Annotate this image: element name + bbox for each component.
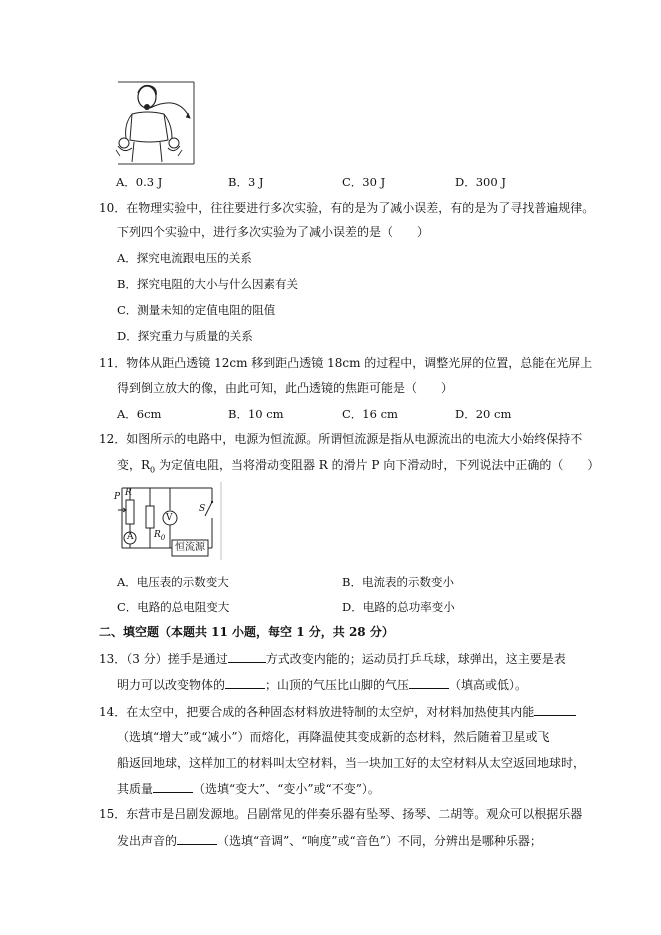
q11-option-b[interactable]: B．10 cm [228,407,284,421]
q12-number: 12． [99,432,127,446]
q10-line-2: 下列四个实验中，进行多次实验为了减小误差的是（ ） [117,225,430,239]
q14-l1: 在太空中，把要合成的各种固态材料放进特制的太空炉，对材料加热使其内能 [126,705,535,719]
q15-text-2 [117,831,542,850]
q12-line-2a: 变，R [117,458,151,472]
q10-line-1: 在物理实验中，往往要进行多次实验，有的是为了减小误差，有的是为了寻找普遍规律。 [126,201,595,215]
q15-text-1 [99,805,582,823]
q13-l2a: 明力可以改变物体的 [117,678,226,692]
q13-blank-1[interactable] [228,649,266,663]
q13-text-2 [117,675,527,694]
q11-option-c[interactable]: C．16 cm [342,407,398,421]
q12-option-b[interactable]: B．电流表的示数变小 [342,575,454,589]
circuit-label-a: A [127,532,134,542]
q12-line-2b: 为定值电阻，当将滑动变阻器 R 的滑片 P 向下滑动时，下列说法中正确的（ ） [155,458,600,472]
q11-line-1: 物体从距凸透镜 12cm 移到距凸透镜 18cm 的过程中，调整光屏的位置，总能在光屏上 [126,356,593,370]
q11-number: 11． [99,356,127,370]
circuit-label-r0-sub: 0 [160,533,166,542]
q13-blank-2[interactable] [225,675,265,689]
circuit-label-r0 [154,530,165,543]
q13-blank-3[interactable] [409,675,449,689]
q13-l1a: （3 分）搓手是通过 [126,652,228,666]
q9-option-b[interactable]: B．3 J [228,175,264,189]
circuit-label-r: R [125,488,132,498]
q15-l2a: 发出声音的 [117,834,178,848]
q15-number: 15． [99,807,127,821]
q14-blank-2[interactable] [153,779,193,793]
q13-l1b: 方式改变内能的；运动员打乒乓球，球弹出，这主要是表 [265,652,566,666]
q14-l3: 船返回地球，这样加工的材料叫太空材料，当一块加工好的太空材料从太空返回地球时， [117,756,586,770]
q14-l4b: （选填“变大”、“变小”或“不变”）。 [193,782,380,796]
q12-line-2-sub: 0 [150,465,156,475]
q13-l2c: （填高或低）。 [449,678,528,692]
section-2-heading: 二、填空题（本题共 11 小题，每空 1 分，共 28 分） [99,625,394,639]
q11-line-2: 得到倒立放大的像，由此可知，此凸透镜的焦距可能是（ ） [117,381,454,395]
q10-text-1 [99,199,594,217]
q10-option-d[interactable]: D．探究重力与质量的关系 [117,329,253,343]
q12-option-c[interactable]: C．电路的总电阻变大 [117,600,230,614]
q14-blank-1[interactable] [534,702,576,716]
q15-l2b: （选填“音调”、“响度”或“音色”）不同，分辨出是哪种乐器； [217,834,542,848]
q12-option-a[interactable]: A．电压表的示数变大 [117,575,229,589]
circuit-label-v: V [166,513,173,523]
q14-text-1 [99,702,576,721]
circuit-label-r0-main: R [154,530,161,540]
circuit-label-p: P [114,492,121,502]
person-figure [110,80,200,170]
q13-l2b: ；山顶的气压比山脚的气压 [265,678,410,692]
q14-number: 14． [99,705,127,719]
q15-blank-1[interactable] [177,831,217,845]
q11-option-a[interactable]: A．6cm [117,407,162,421]
q14-l4a: 其质量 [117,782,154,796]
q9-option-a[interactable]: A．0.3 J [116,175,163,189]
q10-number: 10． [99,201,127,215]
q13-number: 13． [99,652,127,666]
circuit-label-source: 恒流源 [175,542,205,553]
q11-option-d[interactable]: D．20 cm [455,407,512,421]
q11-text-1 [99,354,592,372]
q14-l2: （选填“增大”或“减小”）而熔化，再降温使其变成新的态材料，然后随着卫星或飞 [117,730,550,744]
q9-option-d[interactable]: D．300 J [455,175,506,189]
q12-line-1: 如图所示的电路中，电源为恒流源。所谓恒流源是指从电源流出的电流大小始终保持不 [126,432,583,446]
q13-text-1 [99,649,566,668]
q14-text-4 [117,779,380,798]
q12-option-d[interactable]: D．电路的总功率变小 [342,600,455,614]
q9-option-c[interactable]: C．30 J [342,175,386,189]
q10-option-a[interactable]: A．探究电流跟电压的关系 [117,251,252,265]
circuit-label-s: S [199,504,206,514]
q10-option-b[interactable]: B．探究电阻的大小与什么因素有关 [117,277,298,291]
q15-l1: 东营市是吕剧发源地。吕剧常见的伴奏乐器有坠琴、扬琴、二胡等。观众可以根据乐器 [126,807,583,821]
q12-text-1 [99,430,582,448]
q12-text-2 [117,456,599,479]
q10-option-c[interactable]: C．测量未知的定值电阻的阻值 [117,303,276,317]
